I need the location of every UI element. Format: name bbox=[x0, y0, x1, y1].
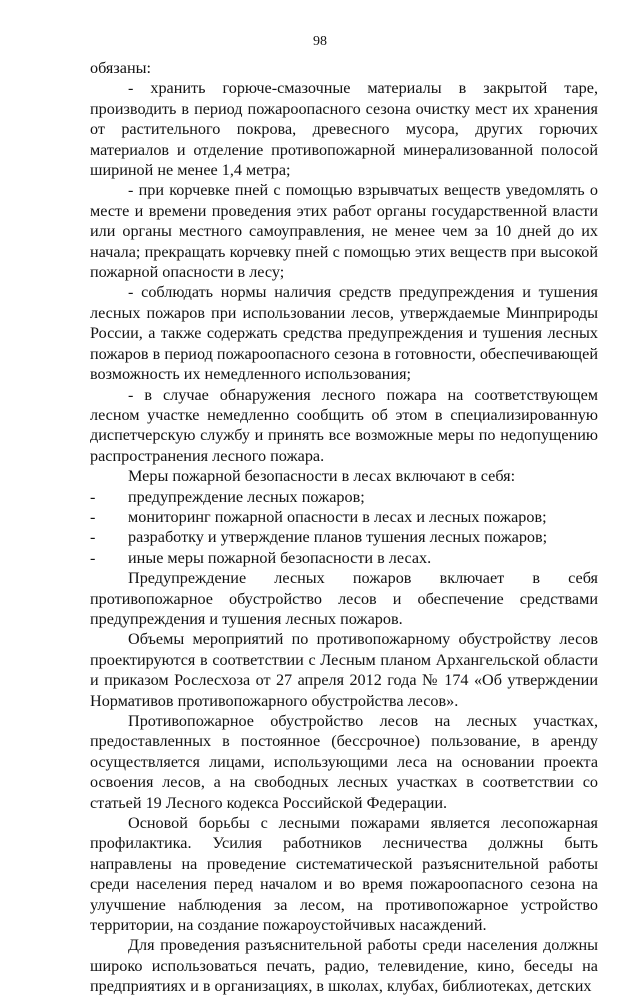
paragraph: Предупреждение лесных пожаров включает в себя противопожарное обустройство лесов и обеспечение средствами предупреждения и тушения лесных пожаров. bbox=[90, 569, 598, 628]
list-bullet: - bbox=[90, 487, 96, 506]
list-item-text: разработку и утверждение планов тушения лесных пожаров; bbox=[128, 528, 548, 547]
list-bullet: - bbox=[90, 548, 96, 567]
document-body bbox=[90, 58, 598, 997]
paragraph: - в случае обнаружения лесного пожара на соответствующем лесном участке немедленно сообщить об этом в специализированную диспетчерскую службу и принять все возможные меры по недопущению распространения лесного пожара. bbox=[90, 385, 598, 465]
list-item bbox=[90, 487, 598, 507]
paragraph: Меры пожарной безопасности в лесах включают в себя: bbox=[128, 467, 516, 486]
list-bullet: - bbox=[90, 507, 96, 526]
list-item bbox=[90, 527, 598, 547]
list-item-text: мониторинг пожарной опасности в лесах и лесных пожаров; bbox=[128, 507, 547, 526]
paragraph: - хранить горюче-смазочные материалы в закрытой таре, производить в период пожароопасного сезона очистку мест их хранения от растительного покрова, древесного мусора, других горючих материалов и отделение противопожарной минерализованной полосой шириной не менее 1,4 метра; bbox=[90, 79, 598, 180]
list-item bbox=[90, 507, 598, 527]
paragraph: - при корчевке пней с помощью взрывчатых веществ уведомлять о месте и времени проведения этих работ органы государственной власти или органы местного самоуправления, не менее чем за 10 дней до их начала; прекращать корчевку пней с помощью этих веществ при высокой пожарной опасности в лесу; bbox=[90, 181, 598, 282]
page-number: 98 bbox=[313, 34, 327, 49]
paragraph: Для проведения разъяснительной работы среди населения должны широко использоваться печать, радио, телевидение, кино, беседы на предприятиях и в организациях, в школах, клубах, библиотеках, детских bbox=[90, 936, 598, 996]
list-item-text: иные меры пожарной безопасности в лесах. bbox=[128, 548, 432, 567]
list-item-text: предупреждение лесных пожаров; bbox=[128, 487, 365, 506]
paragraph: обязаны: bbox=[90, 59, 151, 77]
paragraph: Противопожарное обустройство лесов на лесных участках, предоставленных в постоянное (бессрочное) пользование, в аренду осуществляется лицами, использующими леса на основании проекта освоения лесов, а на свободных лесных участках в соответствии со статьей 19 Лесного кодекса Российской Федерации. bbox=[90, 712, 598, 812]
paragraph: Объемы мероприятий по противопожарному обустройству лесов проектируются в соответствии с Лесным планом Архангельской области и приказом Рослесхоза от 27 апреля 2012 года № 174 «Об утверждении Нормативов противопожарного обустройства лесов». bbox=[90, 630, 598, 710]
paragraph: Основой борьбы с лесными пожарами является лесопожарная профилактика. Усилия работников лесничества должны быть направлены на проведение систематической разъяснительной работы среди населения перед началом и во время пожароопасного сезона на улучшение наблюдения за лесом, на противопожарное устройство территории, на создание пожароустойчивых насаждений. bbox=[90, 814, 598, 935]
list-item bbox=[90, 548, 598, 568]
list-bullet: - bbox=[90, 528, 96, 547]
paragraph: - соблюдать нормы наличия средств предупреждения и тушения лесных пожаров при использовании лесов, утверждаемые Минприроды России, а также содержать средства предупреждения и тушения лесных пожаров в период пожароопасного сезона в готовности, обеспечивающей возможность их немедленного использования; bbox=[90, 283, 598, 384]
